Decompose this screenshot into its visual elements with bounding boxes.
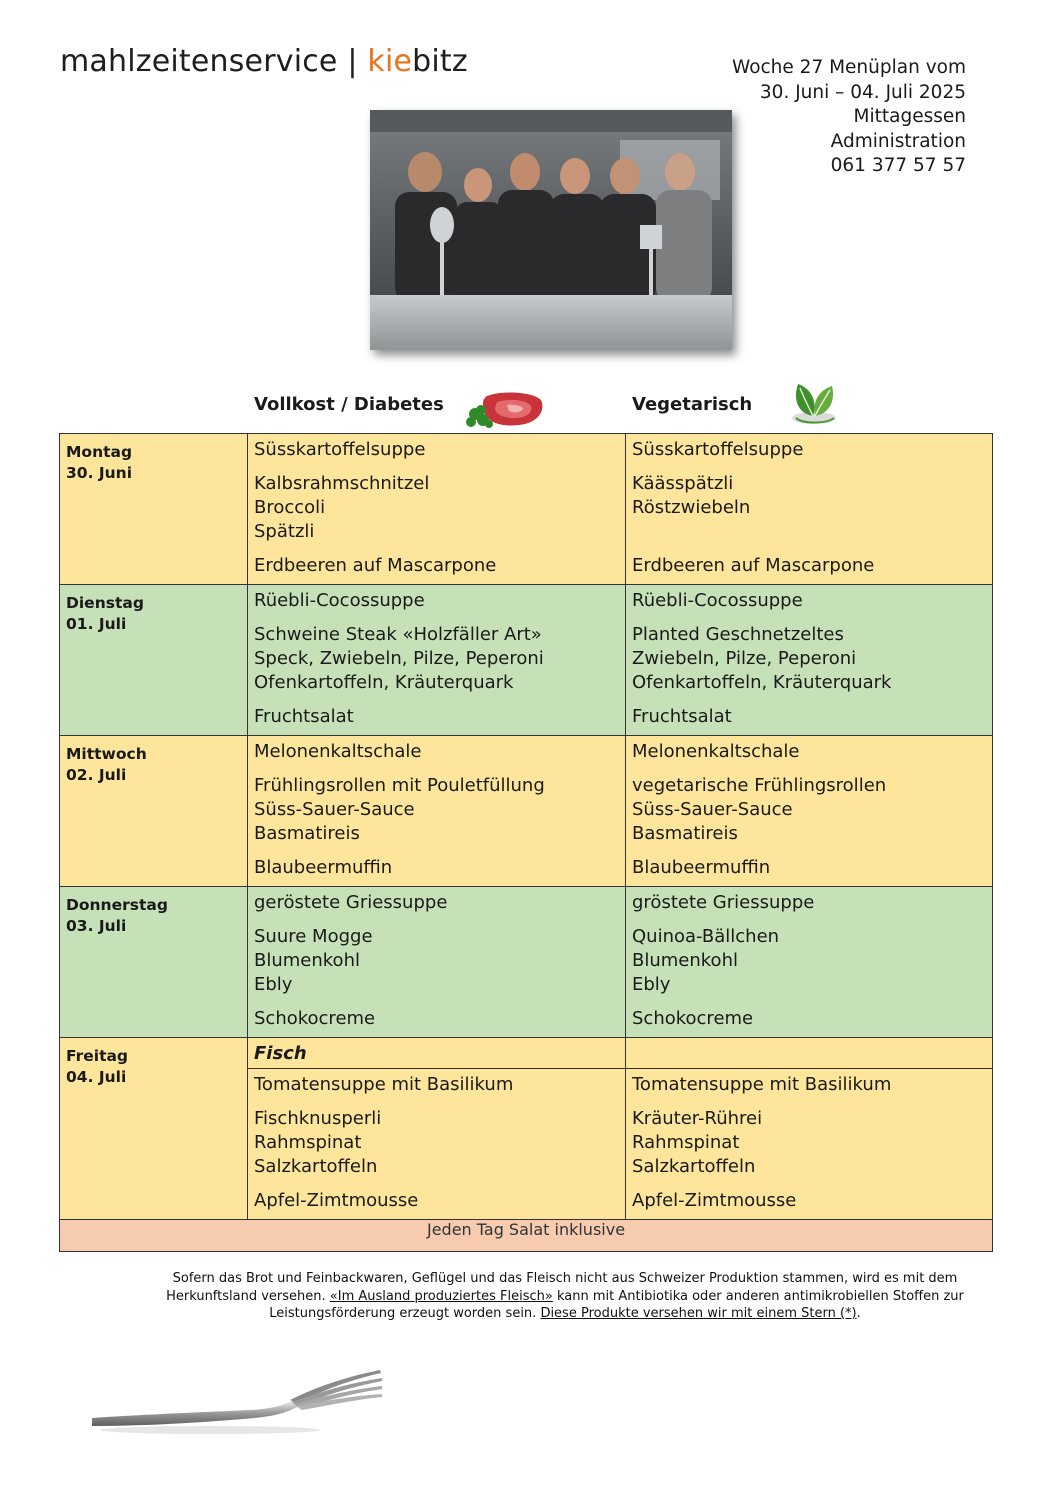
side-dish: Broccoli: [254, 497, 326, 518]
side-dish: Ofenkartoffeln, Kräuterquark: [254, 672, 514, 693]
main-course: [254, 623, 625, 695]
column-header-vegetarisch: Vegetarisch: [632, 394, 753, 415]
main-course: [254, 1107, 625, 1179]
main-course: [254, 925, 625, 997]
dessert: Fruchtsalat: [632, 706, 732, 727]
day-name: Dienstag: [66, 594, 144, 612]
brand-suffix: bitz: [412, 44, 468, 79]
vegetarisch-cell: [626, 736, 993, 887]
dessert: Apfel-Zimtmousse: [632, 1190, 797, 1211]
soup: geröstete Griessuppe: [254, 892, 448, 913]
soup: Rüebli-Cocossuppe: [632, 590, 803, 611]
side-dish: Ebly: [254, 974, 293, 995]
meal-type: Mittagessen: [853, 106, 966, 127]
main-dish: Fischknusperli: [254, 1108, 382, 1129]
main-dish: Frühlingsrollen mit Pouletfüllung: [254, 775, 545, 796]
date-range: 30. Juni – 04. Juli 2025: [759, 81, 966, 103]
soup: Melonenkaltschale: [254, 741, 422, 762]
side-dish: Spätzli: [254, 521, 315, 542]
side-dish: Rahmspinat: [254, 1132, 362, 1153]
soup: Melonenkaltschale: [632, 741, 800, 762]
main-course: [632, 472, 992, 544]
vollkost-cell: [248, 434, 626, 585]
day-cell: [60, 585, 248, 736]
brand-name: mahlzeitenservice |: [60, 44, 368, 79]
soup: Tomatensuppe mit Basilikum: [632, 1074, 892, 1095]
vegetarisch-cell: [626, 887, 993, 1038]
footnote-highlight: «Im Ausland produziertes Fleisch»: [329, 1288, 553, 1304]
dessert: Erdbeeren auf Mascarpone: [254, 555, 497, 576]
dessert: Blaubeermuffin: [632, 857, 771, 878]
soup: gröstete Griessuppe: [632, 892, 815, 913]
vegetarisch-cell: [626, 1069, 993, 1220]
day-cell: [60, 736, 248, 887]
side-dish: Salzkartoffeln: [632, 1156, 756, 1177]
main-course: [632, 1107, 992, 1179]
dessert: Blaubeermuffin: [254, 857, 393, 878]
week-title: Woche 27 Menüplan vom: [731, 57, 966, 78]
side-dish: Basmatireis: [254, 823, 360, 844]
main-dish: Quinoa-Bällchen: [632, 926, 780, 947]
dessert: Apfel-Zimtmousse: [254, 1190, 419, 1211]
day-row-freitag: [60, 1038, 993, 1069]
dessert: Erdbeeren auf Mascarpone: [632, 555, 875, 576]
main-dish: vegetarische Frühlingsrollen: [632, 775, 887, 796]
footnote-end: .: [856, 1306, 861, 1321]
day-row-dienstag: [60, 585, 993, 736]
main-course: [254, 774, 625, 846]
steak-icon: [463, 390, 545, 432]
side-dish: [632, 520, 992, 544]
day-date: 04. Juli: [66, 1068, 127, 1086]
vollkost-cell: [248, 585, 626, 736]
main-dish: Käässpätzli: [632, 473, 734, 494]
main-dish: Schweine Steak «Holzfäller Art»: [254, 624, 542, 645]
team-photo: [370, 110, 732, 350]
side-dish: Süss-Sauer-Sauce: [254, 799, 415, 820]
day-row-montag: [60, 434, 993, 585]
dessert: Schokocreme: [632, 1008, 754, 1029]
origin-footnote: [160, 1270, 970, 1323]
soup: Süsskartoffelsuppe: [254, 439, 426, 460]
day-row-donnerstag: [60, 887, 993, 1038]
header-info: [732, 56, 966, 179]
day-name: Montag: [66, 443, 133, 461]
day-row-mittwoch: [60, 736, 993, 887]
side-dish: Blumenkohl: [254, 950, 360, 971]
footnote-text: kann mit Antibiotika oder anderen antimikrobiellen Stoffen zur Leistungsförderung erzeugt worden sein.: [269, 1288, 964, 1321]
day-cell: [60, 887, 248, 1038]
footnote-text: Sofern das Brot und Feinbackwaren, Geflügel und das Fleisch nicht aus Schweizer Produktion stammen, wird es mit dem Herkunftsland versehen.: [166, 1271, 958, 1304]
main-dish: Kalbsrahmschnitzel: [254, 473, 430, 494]
vegetarisch-cell: [626, 434, 993, 585]
special-label: Fisch: [248, 1038, 626, 1069]
brand-logo: [60, 44, 468, 79]
salad-row: [60, 1220, 993, 1252]
main-course: [632, 925, 992, 997]
day-cell: [60, 1038, 248, 1220]
vollkost-cell: [248, 736, 626, 887]
day-date: 01. Juli: [66, 615, 127, 633]
dessert: Fruchtsalat: [254, 706, 354, 727]
day-name: Mittwoch: [66, 745, 147, 763]
brand-accent: kie: [367, 44, 413, 79]
side-dish: Röstzwiebeln: [632, 497, 751, 518]
footnote-star-note: Diese Produkte versehen wir mit einem Stern (*): [540, 1306, 857, 1321]
main-dish: Planted Geschnetzeltes: [632, 624, 844, 645]
day-date: 03. Juli: [66, 917, 127, 935]
side-dish: Basmatireis: [632, 823, 738, 844]
main-dish: Kräuter-Rührei: [632, 1108, 763, 1129]
day-name: Donnerstag: [66, 896, 168, 914]
main-course: [632, 623, 992, 695]
side-dish: Speck, Zwiebeln, Pilze, Peperoni: [254, 648, 544, 669]
vollkost-cell: [248, 1069, 626, 1220]
column-header-vollkost: Vollkost / Diabetes: [254, 394, 444, 415]
department: Administration: [830, 130, 966, 152]
day-name: Freitag: [66, 1047, 129, 1065]
special-empty-cell: [626, 1038, 993, 1069]
side-dish: Rahmspinat: [632, 1132, 740, 1153]
vegetarisch-cell: [626, 585, 993, 736]
vollkost-cell: [248, 887, 626, 1038]
soup: Tomatensuppe mit Basilikum: [254, 1074, 514, 1095]
main-course: [254, 472, 625, 544]
salad-note: Jeden Tag Salat inklusive: [60, 1220, 993, 1252]
fork-icon: [90, 1360, 390, 1444]
phone-number: 061 377 57 57: [830, 155, 966, 176]
side-dish: Blumenkohl: [632, 950, 738, 971]
day-date: 30. Juni: [66, 464, 133, 482]
soup: Süsskartoffelsuppe: [632, 439, 804, 460]
side-dish: Ebly: [632, 974, 671, 995]
menu-table: [59, 433, 993, 1252]
dessert: Schokocreme: [254, 1008, 376, 1029]
main-course: [632, 774, 992, 846]
side-dish: Zwiebeln, Pilze, Peperoni: [632, 648, 857, 669]
side-dish: Salzkartoffeln: [254, 1156, 378, 1177]
main-dish: Suure Mogge: [254, 926, 373, 947]
side-dish: Ofenkartoffeln, Kräuterquark: [632, 672, 892, 693]
side-dish: Süss-Sauer-Sauce: [632, 799, 793, 820]
soup: Rüebli-Cocossuppe: [254, 590, 425, 611]
leaf-icon: [788, 374, 840, 432]
day-cell: [60, 434, 248, 585]
day-date: 02. Juli: [66, 766, 127, 784]
